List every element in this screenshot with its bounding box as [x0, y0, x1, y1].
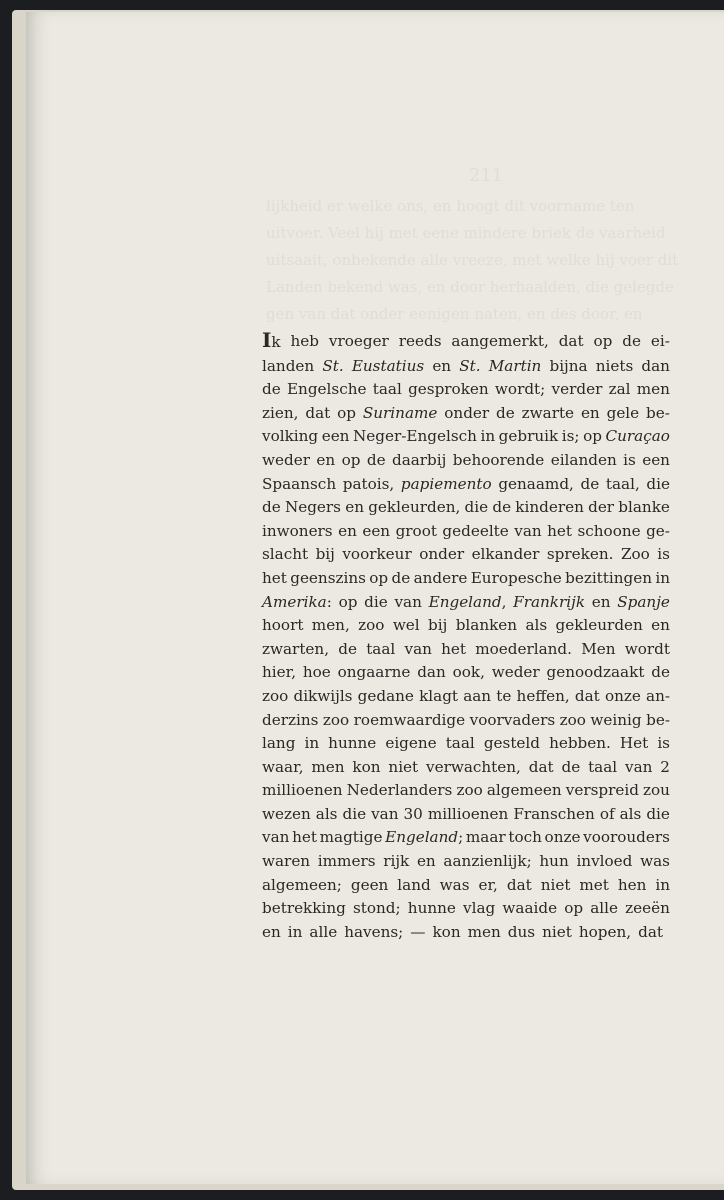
- word: land: [397, 875, 431, 894]
- word: men: [467, 922, 501, 941]
- word: maar: [465, 828, 506, 847]
- word: er,: [478, 875, 498, 894]
- word: [322, 355, 343, 379]
- word: Zoo: [620, 545, 650, 564]
- italic-word: St.: [322, 356, 344, 375]
- word: in: [480, 427, 496, 446]
- word: Engeland;: [385, 828, 464, 847]
- word: verspreid: [565, 781, 639, 800]
- word: dus: [507, 922, 536, 941]
- word: algemeen;: [262, 875, 342, 894]
- word: bij: [428, 616, 448, 635]
- word: derzins: [262, 710, 319, 729]
- word: onze: [604, 686, 641, 705]
- word: de: [622, 332, 641, 350]
- word: als: [525, 616, 548, 635]
- text-line: [262, 921, 670, 945]
- word: niet: [542, 922, 572, 941]
- word: voorkeur: [342, 545, 412, 564]
- word: zeeën: [625, 899, 670, 918]
- word: Het: [619, 734, 649, 753]
- text-line: [262, 449, 670, 473]
- word: hunne: [407, 899, 456, 918]
- word: die: [342, 804, 367, 823]
- word: [352, 355, 424, 379]
- word: Spaansch: [262, 474, 337, 493]
- word: daarbij: [391, 450, 447, 469]
- word: betrekking: [262, 899, 346, 918]
- word: op: [337, 403, 356, 422]
- word: kon: [352, 757, 381, 776]
- text-line: [262, 543, 670, 567]
- word: de: [366, 450, 386, 469]
- word: wezen: [262, 804, 311, 823]
- word: alle: [309, 922, 338, 941]
- word: dat: [305, 403, 331, 422]
- word: roemwaardige: [353, 710, 466, 729]
- word: schoone: [577, 521, 641, 540]
- word: waar,: [262, 757, 304, 776]
- word: en: [651, 616, 670, 635]
- text-line: [262, 473, 670, 497]
- word: zoo: [456, 781, 483, 800]
- word: genaamd,: [498, 474, 574, 493]
- word: is: [657, 734, 670, 753]
- bleed-line: Landen bekend was, en door herhaalden, die gelegde: [266, 278, 674, 296]
- bleed-line: lijkheid er welke ons, en hoogt dit voorname ten: [266, 197, 635, 215]
- word: behoorende: [452, 450, 545, 469]
- word: de: [561, 757, 581, 776]
- word: op: [564, 899, 584, 918]
- word: onze: [544, 828, 581, 847]
- word: weinig: [590, 710, 642, 729]
- word: vroeger: [328, 332, 389, 350]
- word: dan: [417, 663, 446, 682]
- word: eilanden: [550, 450, 617, 469]
- word: en: [580, 403, 600, 422]
- word: van: [625, 757, 653, 776]
- word: als: [315, 804, 338, 823]
- text-line: [262, 520, 670, 544]
- word: spreken.: [546, 545, 614, 564]
- word: van: [262, 828, 290, 847]
- word: met: [579, 875, 609, 894]
- word: [617, 591, 670, 615]
- word: op: [369, 568, 389, 587]
- word: is: [657, 545, 670, 564]
- word: van: [514, 521, 542, 540]
- word: zwarte: [521, 403, 575, 422]
- italic-word: Engeland: [428, 592, 502, 611]
- word: bezittingen: [565, 568, 653, 587]
- word: die: [646, 804, 670, 823]
- word: havens;: [344, 922, 404, 941]
- word: verder: [551, 380, 603, 399]
- word: wel: [392, 616, 420, 635]
- word: andere: [413, 568, 468, 587]
- word: een: [321, 427, 350, 446]
- word: in: [304, 734, 320, 753]
- word: dikwijls: [293, 686, 353, 705]
- word: zoo: [358, 616, 385, 635]
- bleed-through-text: [266, 162, 706, 352]
- word: blanke: [618, 498, 670, 517]
- word: Nederlanders: [346, 781, 453, 800]
- text-line: [262, 732, 670, 756]
- word: an-: [646, 686, 670, 705]
- word: kon: [432, 922, 461, 941]
- word: slacht: [262, 545, 309, 564]
- word: waaide: [502, 899, 558, 918]
- word: [401, 473, 492, 497]
- word: de: [496, 403, 515, 422]
- word: dat: [574, 686, 600, 705]
- word: hier,: [262, 663, 297, 682]
- word: lang: [262, 734, 296, 753]
- word: men: [636, 380, 670, 399]
- text-line: [262, 826, 670, 850]
- word: die: [364, 592, 388, 611]
- word: de: [338, 639, 357, 658]
- word: der: [588, 498, 615, 517]
- word: [363, 402, 438, 426]
- word: het: [292, 828, 317, 847]
- text-line: [262, 638, 670, 662]
- word: de: [262, 498, 281, 517]
- word: gekleurden,: [368, 498, 461, 517]
- word: taal: [445, 734, 475, 753]
- text-line: [262, 378, 670, 402]
- word: de: [492, 498, 512, 517]
- word: bij: [315, 545, 335, 564]
- word: weder: [262, 450, 310, 469]
- word: zoo: [322, 710, 350, 729]
- body-paragraph: [262, 330, 670, 944]
- italic-word: Eustatius: [351, 356, 425, 375]
- word: heffen,: [516, 686, 570, 705]
- text-line: [262, 402, 670, 426]
- word: in: [287, 922, 303, 941]
- word: alle: [590, 899, 619, 918]
- text-line: [262, 425, 670, 449]
- word: Europesche: [470, 568, 562, 587]
- word: gekleurden: [555, 616, 643, 635]
- word: Neger-Engelsch: [353, 427, 477, 446]
- bleed-page-number: 211: [468, 165, 504, 186]
- word: een: [362, 521, 391, 540]
- word: immers: [317, 852, 376, 871]
- word: op: [583, 427, 602, 446]
- drop-cap: I: [262, 328, 272, 352]
- word: magtige: [319, 828, 383, 847]
- word: —: [410, 922, 426, 941]
- word: k: [271, 333, 281, 351]
- word: dat: [558, 332, 584, 350]
- word: die: [646, 474, 670, 493]
- word: en: [432, 356, 452, 375]
- word: dat: [638, 922, 663, 941]
- word: van: [394, 592, 422, 611]
- word: was: [640, 852, 670, 871]
- word: millioenen: [427, 804, 509, 823]
- word: op: [593, 332, 613, 350]
- word: zien,: [262, 403, 299, 422]
- word: Negers: [284, 498, 341, 517]
- word: onder: [419, 545, 465, 564]
- word: ei-: [650, 332, 670, 350]
- word: de: [262, 380, 281, 399]
- word: moederland.: [475, 639, 572, 658]
- word: ongaarne: [337, 663, 411, 682]
- word: voorvaders: [469, 710, 556, 729]
- italic-word: papiemento: [400, 474, 492, 493]
- word: 30: [403, 804, 423, 823]
- word: en: [316, 450, 336, 469]
- word: de: [651, 663, 670, 682]
- word: de: [580, 474, 600, 493]
- word: onder: [444, 403, 490, 422]
- word: het: [262, 568, 287, 587]
- word: blanken: [455, 616, 518, 635]
- word: kinderen: [515, 498, 584, 517]
- word: hoe: [302, 663, 331, 682]
- word: van: [404, 639, 432, 658]
- word: en: [345, 498, 364, 517]
- word: hun: [539, 852, 569, 871]
- word: dat: [528, 757, 554, 776]
- word: be-: [646, 403, 670, 422]
- word: zal: [608, 380, 631, 399]
- word: die: [464, 498, 489, 517]
- italic-word: Spanje: [617, 592, 670, 611]
- word: stond;: [352, 899, 401, 918]
- word: patois,: [342, 474, 395, 493]
- word: weder: [491, 663, 540, 682]
- word: ook,: [452, 663, 485, 682]
- word: ge-: [646, 521, 670, 540]
- bleed-line: gen van dat onder eenigen naten, en des door, en: [266, 305, 643, 323]
- word: is: [623, 450, 636, 469]
- word: rijk: [383, 852, 410, 871]
- text-line: [262, 567, 670, 591]
- word: [513, 591, 585, 615]
- word: in: [655, 568, 670, 587]
- word: geen: [350, 875, 389, 894]
- word: groot: [395, 521, 437, 540]
- text-line: [262, 496, 670, 520]
- word: op: [341, 450, 361, 469]
- word: zoo: [262, 686, 289, 705]
- italic-word: Suriname: [362, 403, 438, 422]
- word: reeds: [398, 332, 442, 350]
- italic-word: Curaçao: [605, 427, 670, 446]
- word: als: [619, 804, 642, 823]
- word: hunne: [328, 734, 377, 753]
- word: gedeelte: [442, 521, 509, 540]
- text-line: [262, 355, 670, 379]
- word: taal,: [605, 474, 640, 493]
- word: aangemerkt,: [451, 332, 549, 350]
- word: te: [496, 686, 512, 705]
- bleed-line: uitvoer. Veel hij met eene mindere briek de vaarheid: [266, 224, 666, 242]
- word: landen: [262, 356, 315, 375]
- text-line: [262, 330, 670, 355]
- word: be-: [646, 710, 670, 729]
- bleed-line: uitsaait, onbekende alle vreeze, met welke hij voer dit: [266, 251, 679, 269]
- word: en: [262, 922, 281, 941]
- word: volking: [262, 427, 319, 446]
- word: [459, 355, 480, 379]
- text-line: [262, 591, 670, 615]
- word: gesproken: [408, 380, 489, 399]
- word: men: [311, 757, 345, 776]
- word: in: [655, 875, 670, 894]
- first-word: [262, 330, 281, 355]
- word: aanzienlijk;: [443, 852, 532, 871]
- word: genoodzaakt: [546, 663, 645, 682]
- word: gedane: [357, 686, 414, 705]
- italic-word: Engeland: [385, 828, 459, 847]
- word: op: [338, 592, 358, 611]
- word: en: [338, 521, 357, 540]
- word: inwoners: [262, 521, 333, 540]
- text-line: [262, 661, 670, 685]
- word: gele: [606, 403, 640, 422]
- italic-word: Amerika: [262, 592, 327, 611]
- word: of: [599, 804, 615, 823]
- word: verwachten,: [426, 757, 521, 776]
- word: wordt;: [494, 380, 546, 399]
- word: Franschen: [513, 804, 595, 823]
- word: millioenen: [262, 781, 343, 800]
- word: gesteld: [483, 734, 541, 753]
- italic-word: St.: [459, 356, 481, 375]
- italic-word: Frankrijk: [513, 592, 586, 611]
- italic-word: Martin: [488, 356, 542, 375]
- word: algemeen: [486, 781, 562, 800]
- word: toch: [508, 828, 542, 847]
- word: dat: [506, 875, 532, 894]
- word: voorouders: [583, 828, 670, 847]
- word: wordt: [624, 639, 670, 658]
- word: 2: [660, 757, 670, 776]
- word: de: [391, 568, 411, 587]
- word: niet: [388, 757, 419, 776]
- word: taal: [366, 639, 396, 658]
- word: Engeland,: [428, 592, 507, 611]
- word: niets: [595, 356, 634, 375]
- word: Men: [581, 639, 616, 658]
- word: van: [371, 804, 399, 823]
- text-line: [262, 614, 670, 638]
- word: Amerika:: [262, 592, 332, 611]
- word: het: [441, 639, 466, 658]
- word: zou: [643, 781, 670, 800]
- word: het: [547, 521, 572, 540]
- word: was: [439, 875, 470, 894]
- word: bijna: [549, 356, 588, 375]
- word: zwarten,: [262, 639, 330, 658]
- word: en: [591, 592, 611, 611]
- word: geenszins: [290, 568, 366, 587]
- word: gebruik: [498, 427, 559, 446]
- word: is;: [561, 427, 580, 446]
- text-line: [262, 897, 670, 921]
- word: hoort: [262, 616, 304, 635]
- word: hebben.: [549, 734, 611, 753]
- word: [606, 425, 670, 449]
- word: aan: [463, 686, 492, 705]
- word: heb: [290, 332, 319, 350]
- text-line: [262, 779, 670, 803]
- word: hopen,: [578, 922, 632, 941]
- text-line: [262, 850, 670, 874]
- word: dan: [641, 356, 670, 375]
- word: klagt: [419, 686, 459, 705]
- text-line: [262, 709, 670, 733]
- text-line: [262, 874, 670, 898]
- word: [489, 355, 542, 379]
- word: taal: [588, 757, 618, 776]
- word: men,: [311, 616, 350, 635]
- word: en: [416, 852, 436, 871]
- word: hen: [617, 875, 647, 894]
- word: niet: [540, 875, 571, 894]
- word: taal: [372, 380, 402, 399]
- word: een: [642, 450, 670, 469]
- text-line: [262, 803, 670, 827]
- word: invloed: [576, 852, 633, 871]
- word: vlag: [463, 899, 496, 918]
- word: zoo: [559, 710, 586, 729]
- text-line: [262, 756, 670, 780]
- word: Engelsche: [286, 380, 367, 399]
- text-line: [262, 685, 670, 709]
- word: eigene: [385, 734, 437, 753]
- word: elkander: [471, 545, 540, 564]
- word: waren: [262, 852, 311, 871]
